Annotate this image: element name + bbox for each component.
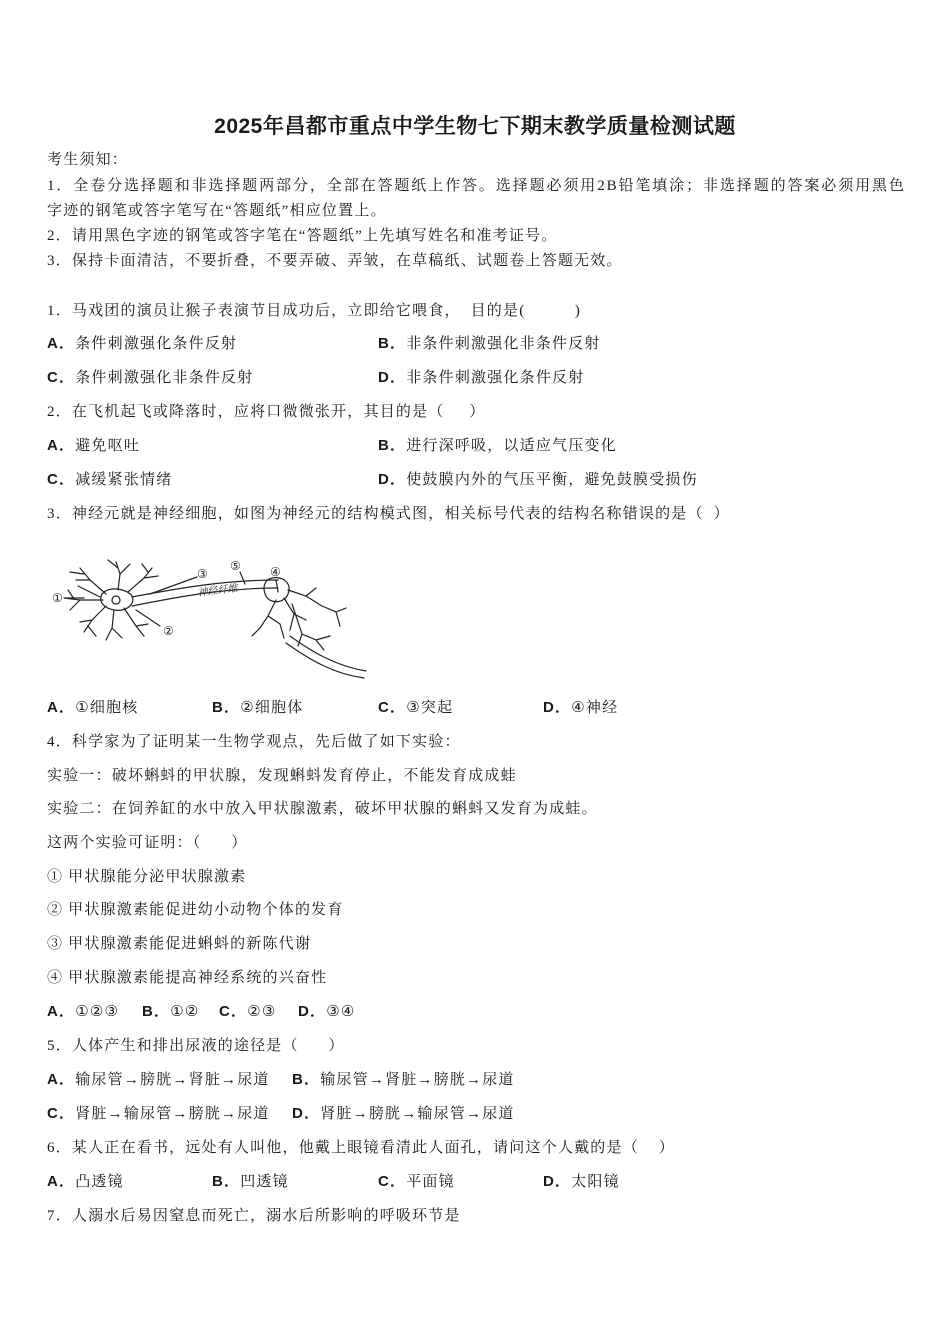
neuron-diagram: [40, 550, 380, 685]
figure-label-5: ⑤: [230, 559, 241, 573]
option-text: 太阳镜: [571, 1174, 620, 1190]
question-2-option-a: [47, 436, 140, 456]
option-text: ①细胞核: [75, 700, 139, 716]
question-6-stem: 6．某人正在看书，远处有人叫他，他戴上眼镜看清此人面孔，请问这个人戴的是（ ）: [47, 1140, 675, 1156]
question-5-option-c: [47, 1104, 270, 1124]
question-3-option-c: [378, 698, 453, 718]
question-6-option-b: [212, 1172, 289, 1192]
question-5-option-b: [292, 1070, 515, 1090]
option-text: 使鼓膜内外的气压平衡，避免鼓膜受损伤: [406, 472, 698, 488]
question-1-stem: 1．马戏团的演员让猴子表演节目成功后，立即给它喂食， 目的是( ): [47, 303, 582, 319]
question-1-option-a: [47, 334, 237, 354]
question-3-option-b: [212, 698, 303, 718]
option-text: 条件刺激强化非条件反射: [75, 370, 254, 386]
notice-line: 3．保持卡面清洁，不要折叠，不要弄破、弄皱，在草稿纸、试题卷上答题无效。: [47, 253, 623, 269]
tail-lower: [286, 643, 364, 678]
option-label: A．: [47, 437, 76, 454]
option-label: C．: [219, 1003, 248, 1020]
option-label: D．: [292, 1105, 321, 1122]
option-label: D．: [378, 471, 407, 488]
option-text: 输尿管→肾脏→膀胱→尿道: [320, 1072, 515, 1088]
question-3-option-d: [543, 698, 618, 718]
question-3-option-a: [47, 698, 138, 718]
option-label: A．: [47, 335, 76, 352]
question-1-option-b: [378, 334, 601, 354]
option-text: 非条件刺激强化条件反射: [406, 370, 585, 386]
option-text: ④神经: [571, 700, 619, 716]
question-4-option-b: [142, 1002, 200, 1022]
notice-line: 1．全卷分选择题和非选择题两部分，全部在答题纸上作答。选择题必须用2B铅笔填涂；非选择题的答案必须用黑色: [47, 178, 906, 194]
option-label: C．: [378, 699, 407, 716]
option-label: D．: [543, 1173, 572, 1190]
question-5-option-a: [47, 1070, 270, 1090]
figure-label-2: ②: [163, 624, 174, 638]
dendrite-branches: [64, 560, 158, 640]
option-label: B．: [212, 1173, 241, 1190]
question-7-stem: 7．人溺水后易因窒息而死亡，溺水后所影响的呼吸环节是: [47, 1208, 461, 1224]
option-label: B．: [378, 437, 407, 454]
option-label: C．: [378, 1173, 407, 1190]
option-label: C．: [47, 471, 76, 488]
notice-line: 字迹的钢笔或答字笔写在“答题纸”相应位置上。: [47, 203, 387, 219]
question-6-option-a: [47, 1172, 124, 1192]
option-text: 输尿管→膀胱→肾脏→尿道: [75, 1072, 270, 1088]
option-text: ②细胞体: [240, 700, 304, 716]
statement-4: ④ 甲状腺激素能提高神经系统的兴奋性: [47, 970, 328, 986]
question-4-option-d: [298, 1002, 356, 1022]
axon-label: 神经纤维: [197, 583, 239, 599]
figure-label-4: ④: [270, 565, 281, 579]
question-4-stem: 4．科学家为了证明某一生物学观点，先后做了如下实验：: [47, 734, 461, 750]
option-label: A．: [47, 1003, 76, 1020]
option-text: 肾脏→输尿管→膀胱→尿道: [75, 1106, 270, 1122]
option-label: B．: [142, 1003, 171, 1020]
statement-2: ② 甲状腺激素能促进幼小动物个体的发育: [47, 902, 344, 918]
option-label: A．: [47, 699, 76, 716]
option-label: C．: [47, 369, 76, 386]
option-label: B．: [212, 699, 241, 716]
option-text: 减缓紧张情绪: [75, 472, 173, 488]
question-5-stem: 5．人体产生和排出尿液的途径是（ ）: [47, 1038, 345, 1054]
option-label: D．: [378, 369, 407, 386]
question-3-stem: 3．神经元就是神经细胞，如图为神经元的结构模式图，相关标号代表的结构名称错误的是（ ）: [47, 506, 730, 522]
figure-label-1: ①: [52, 591, 63, 605]
question-2-option-b: [378, 436, 617, 456]
option-text: 进行深呼吸，以适应气压变化: [406, 438, 617, 454]
question-2-option-c: [47, 470, 172, 490]
leader-line-4: [276, 580, 278, 592]
option-text: ③④: [326, 1004, 356, 1020]
statement-3: ③ 甲状腺激素能促进蝌蚪的新陈代谢: [47, 936, 312, 952]
option-label: A．: [47, 1173, 76, 1190]
question-5-option-d: [292, 1104, 515, 1124]
question-1-option-c: [47, 368, 253, 388]
option-label: B．: [292, 1071, 321, 1088]
notice-line: 2．请用黑色字迹的钢笔或答字笔在“答题纸”上先填写姓名和准考证号。: [47, 228, 558, 244]
option-text: 肾脏→膀胱→输尿管→尿道: [320, 1106, 515, 1122]
option-text: ①②③: [75, 1004, 120, 1020]
question-6-option-d: [543, 1172, 620, 1192]
question-4-option-a: [47, 1002, 119, 1022]
option-text: 非条件刺激强化非条件反射: [406, 336, 601, 352]
experiment-1: 实验一：破坏蝌蚪的甲状腺，发现蝌蚪发育停止，不能发育成成蛙: [47, 768, 517, 784]
option-text: ③突起: [406, 700, 454, 716]
leader-line-3: [150, 577, 197, 594]
question-6-option-c: [378, 1172, 455, 1192]
option-text: 凹透镜: [240, 1174, 289, 1190]
notice-heading: 考生须知：: [47, 152, 129, 168]
option-text: 平面镜: [406, 1174, 455, 1190]
question-4-prompt: 这两个实验可证明：（ ）: [47, 835, 248, 851]
option-text: 避免呕吐: [75, 438, 141, 454]
nucleus: [112, 596, 120, 604]
question-2-option-d: [378, 470, 698, 490]
experiment-2: 实验二：在饲养缸的水中放入甲状腺激素，破坏甲状腺的蝌蚪又发育为成蛙。: [47, 801, 598, 817]
option-label: D．: [298, 1003, 327, 1020]
page-title: 2025年昌都市重点中学生物七下期末教学质量检测试题: [214, 115, 736, 138]
option-text: 条件刺激强化条件反射: [75, 336, 238, 352]
question-1-option-d: [378, 368, 584, 388]
statement-1: ① 甲状腺能分泌甲状腺激素: [47, 869, 247, 885]
option-label: C．: [47, 1105, 76, 1122]
option-text: ①②: [170, 1004, 200, 1020]
option-text: 凸透镜: [75, 1174, 124, 1190]
option-label: D．: [543, 699, 572, 716]
question-4-option-c: [219, 1002, 277, 1022]
option-label: A．: [47, 1071, 76, 1088]
figure-label-3: ③: [197, 567, 208, 581]
option-text: ②③: [247, 1004, 277, 1020]
leader-line-5: [240, 572, 245, 584]
option-label: B．: [378, 335, 407, 352]
question-2-stem: 2．在飞机起飞或降落时，应将口微微张开，其目的是（ ）: [47, 404, 486, 420]
